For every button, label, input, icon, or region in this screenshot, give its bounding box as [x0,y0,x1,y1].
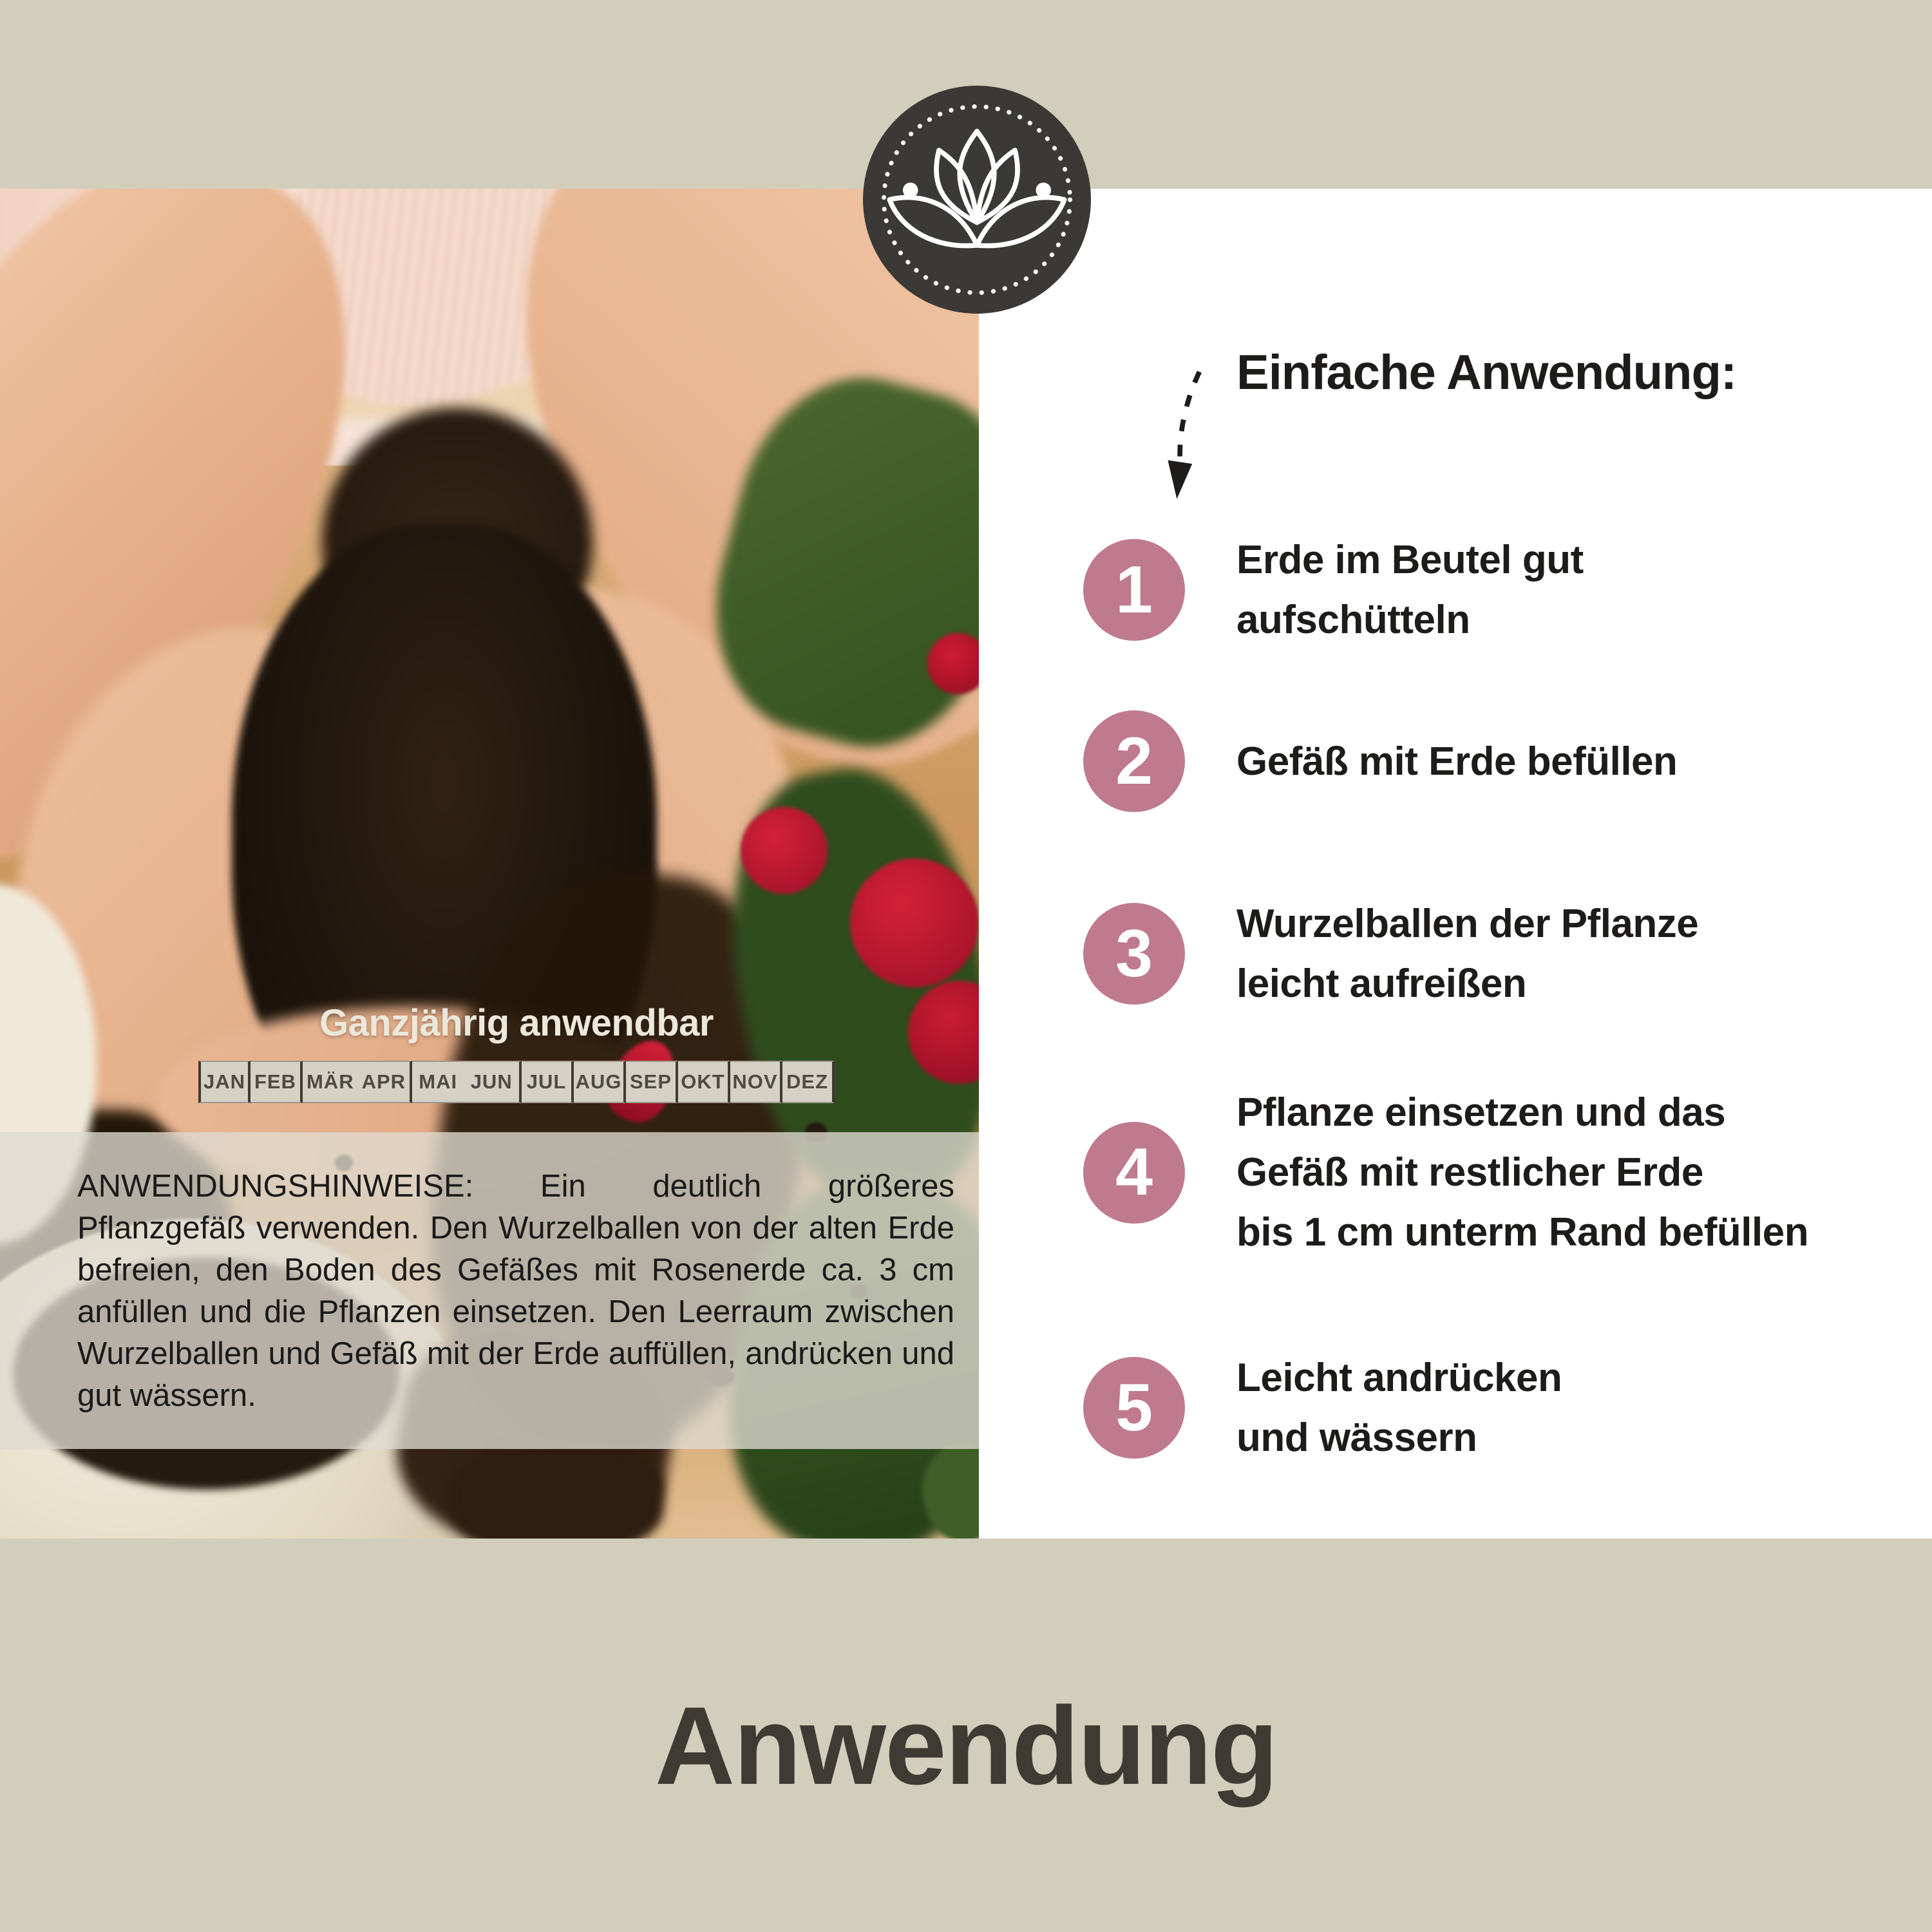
steps-panel [979,189,1932,1539]
step-text-line: und wässern [1236,1416,1477,1460]
lotus-icon [863,86,1091,314]
month-cell [251,1061,303,1103]
steps-heading: Einfache Anwendung: [1236,345,1737,400]
step-number-badge: 5 [1083,1357,1185,1459]
step-row [1083,894,1698,1014]
month-label: OKT [681,1070,725,1093]
month-cell [730,1061,782,1103]
month-label: AUG [575,1070,622,1093]
step-text-line: Gefäß mit restlicher Erde [1236,1150,1703,1195]
step-number-badge: 1 [1083,539,1185,641]
month-cell [626,1061,678,1103]
month-label: JUN [470,1070,513,1093]
photo-soil-trail-lower [451,1444,663,1539]
step-text [1236,1348,1562,1468]
step-text [1236,1083,1808,1262]
usage-note-overlay [0,1132,979,1449]
page-title: Anwendung [654,1684,1278,1808]
season-title: Ganzjährig anwendbar [319,1002,714,1044]
month-label: APR [361,1070,406,1093]
month-cell [303,1061,412,1103]
month-label: FEB [254,1070,296,1093]
month-label: SEP [629,1070,672,1093]
step-text-line: leicht aufreißen [1236,961,1527,1006]
month-label: NOV [732,1070,778,1093]
step-text-line: Leicht andrücken [1236,1356,1562,1400]
month-cell [412,1061,522,1103]
step-row [1083,1083,1808,1262]
step-text-line: aufschütteln [1236,598,1470,642]
step-row [1083,710,1677,812]
month-label: MAI [419,1070,458,1093]
step-text-line: Gefäß mit Erde befüllen [1236,739,1678,784]
month-label: JAN [203,1070,245,1093]
month-label: DEZ [786,1070,828,1093]
step-text-line: Pflanze einsetzen und das [1236,1090,1726,1135]
usage-note-text: ANWENDUNGSHINWEISE: Ein deutlich größeres Pflanzgefäß verwenden. Den Wurzelballen von der alten Erde befreien, den Boden des Gefäßes mit Rosenerde ca. 3 cm anfüllen und die Pflanzen einsetzen. Den Leerraum zwischen Wurzelballen und Gefäß mit der Erde auffüllen, andrücken und gut wässern. [77,1169,954,1413]
months-strip [198,1061,835,1103]
step-number-badge: 2 [1083,710,1185,812]
month-label: JUL [526,1070,567,1093]
step-text [1236,530,1584,650]
month-cell [574,1061,626,1103]
product-photo [0,189,979,1539]
step-row [1083,1348,1562,1468]
step-text-line: Erde im Beutel gut [1236,538,1584,582]
step-text [1236,894,1698,1014]
month-cell [198,1061,251,1103]
step-row [1083,530,1584,650]
dashed-down-arrow-icon [1158,366,1212,502]
step-number-badge: 4 [1083,1122,1185,1224]
photo-rose-bloom-b [850,858,979,987]
month-label: MÄR [306,1070,354,1093]
month-cell [782,1061,835,1103]
step-text-line: Wurzelballen der Pflanze [1236,902,1699,946]
step-text-line: bis 1 cm unterm Rand befüllen [1236,1210,1809,1255]
step-number-badge: 3 [1083,903,1185,1005]
month-cell [678,1061,730,1103]
month-cell [522,1061,574,1103]
photo-rose-bloom-a [741,807,828,894]
step-text [1236,732,1677,791]
brand-logo-badge [863,86,1091,314]
